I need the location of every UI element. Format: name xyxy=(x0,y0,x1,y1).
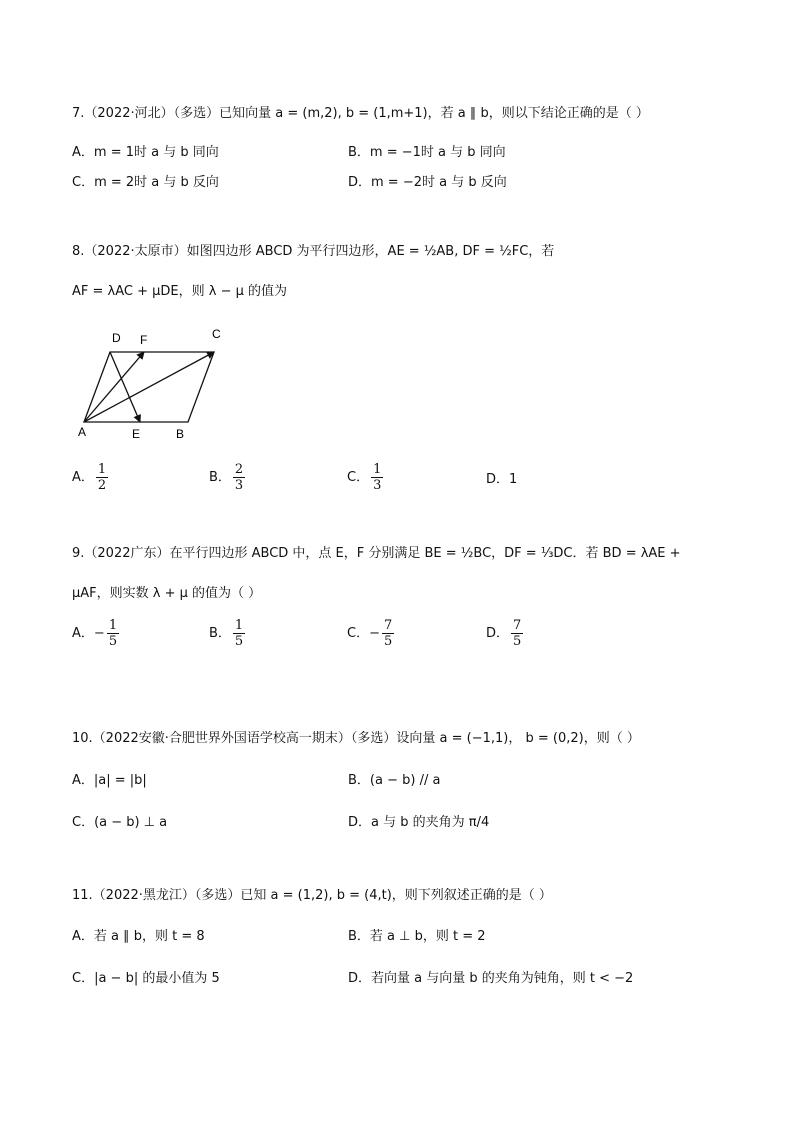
question-10-option-b: B．(a − b) // a xyxy=(348,773,441,788)
option-letter: C． xyxy=(347,470,370,485)
question-8-option-b xyxy=(209,462,247,493)
fraction-denominator: 2 xyxy=(97,478,107,493)
option-sign: − xyxy=(369,626,380,641)
fraction-denominator: 5 xyxy=(234,634,244,649)
question-8-stem-line-1: 8.（2022·太原市）如图四边形 ABCD 为平行四边形，AE = ½AB, DF = ½FC，若 xyxy=(72,244,555,259)
fraction-numerator: 2 xyxy=(234,462,244,477)
parallelogram-figure xyxy=(74,326,234,442)
vector-ac xyxy=(84,352,214,422)
fraction-numerator: 1 xyxy=(108,618,118,633)
question-8-option-c xyxy=(347,462,385,493)
point-label-f: F xyxy=(140,333,148,347)
option-sign: − xyxy=(93,626,105,641)
option-value: 1 xyxy=(509,472,518,487)
fraction-numerator: 1 xyxy=(97,462,107,477)
question-9-option-c xyxy=(347,618,396,649)
fraction-numerator: 7 xyxy=(383,618,393,633)
question-10-stem: 10.（2022安徽·合肥世界外国语学校高一期末）（多选）设向量 a = (−1,1)， b = (0,2)，则（ ） xyxy=(72,731,640,746)
question-10-option-d: D．a 与 b 的夹角为 π/4 xyxy=(348,815,490,830)
fraction-numerator: 1 xyxy=(234,618,244,633)
question-7-option-b: B．m = −1时 a 与 b 同向 xyxy=(348,145,506,160)
question-8-option-a xyxy=(72,462,110,493)
option-letter: B． xyxy=(209,470,231,485)
point-label-c: C xyxy=(212,327,221,341)
point-label-b: B xyxy=(176,427,185,441)
fraction-denominator: 5 xyxy=(108,634,118,649)
option-letter: A． xyxy=(72,470,94,485)
option-letter: B． xyxy=(209,626,231,641)
fraction-numerator: 7 xyxy=(513,618,522,633)
question-11-option-c: C．|a − b| 的最小值为 5 xyxy=(72,971,220,986)
question-9-option-b xyxy=(209,618,247,649)
point-label-a: A xyxy=(78,425,87,439)
question-9-option-d xyxy=(486,618,525,649)
question-7-option-d: D．m = −2时 a 与 b 反向 xyxy=(348,175,507,190)
fraction-numerator: 1 xyxy=(373,462,382,477)
question-9-stem-line-1: 9.（2022广东）在平行四边形 ABCD 中，点 E，F 分别满足 BE = ½BC，DF = ⅓DC．若 BD = λAE + xyxy=(72,546,681,561)
question-7-option-a: A．m = 1时 a 与 b 同向 xyxy=(72,145,219,160)
option-letter: D． xyxy=(486,626,510,641)
fraction-denominator: 3 xyxy=(234,478,244,493)
question-7-stem: 7.（2022·河北）（多选）已知向量 a = (m,2), b = (1,m+1)，若 a ∥ b，则以下结论正确的是（ ） xyxy=(72,106,649,121)
question-11-option-a: A．若 a ∥ b，则 t = 8 xyxy=(72,929,205,944)
question-11-option-d: D．若向量 a 与向量 b 的夹角为钝角，则 t < −2 xyxy=(348,971,634,986)
question-10-option-a: A．|a| = |b| xyxy=(72,773,147,788)
option-letter: C． xyxy=(347,626,370,641)
question-10-option-c: C．(a − b) ⊥ a xyxy=(72,815,168,830)
question-8-stem-line-2: AF = λAC + μDE，则 λ − μ 的值为 xyxy=(72,284,288,299)
point-label-d: D xyxy=(112,331,121,345)
question-9-stem-line-2: μAF，则实数 λ + μ 的值为（ ） xyxy=(72,586,262,601)
question-9-option-a xyxy=(72,618,121,649)
question-8-option-d xyxy=(486,470,517,490)
question-7-option-c: C．m = 2时 a 与 b 反向 xyxy=(72,175,219,190)
point-label-e: E xyxy=(132,427,141,441)
option-letter: A． xyxy=(72,626,94,641)
fraction-denominator: 5 xyxy=(383,634,393,649)
fraction-denominator: 5 xyxy=(513,634,522,649)
question-11-stem: 11.（2022·黑龙江）（多选）已知 a = (1,2), b = (4,t)，则下列叙述正确的是（ ） xyxy=(72,888,552,903)
question-11-option-b: B．若 a ⊥ b，则 t = 2 xyxy=(348,929,486,944)
option-letter: D． xyxy=(486,472,510,487)
fraction-denominator: 3 xyxy=(373,478,382,493)
